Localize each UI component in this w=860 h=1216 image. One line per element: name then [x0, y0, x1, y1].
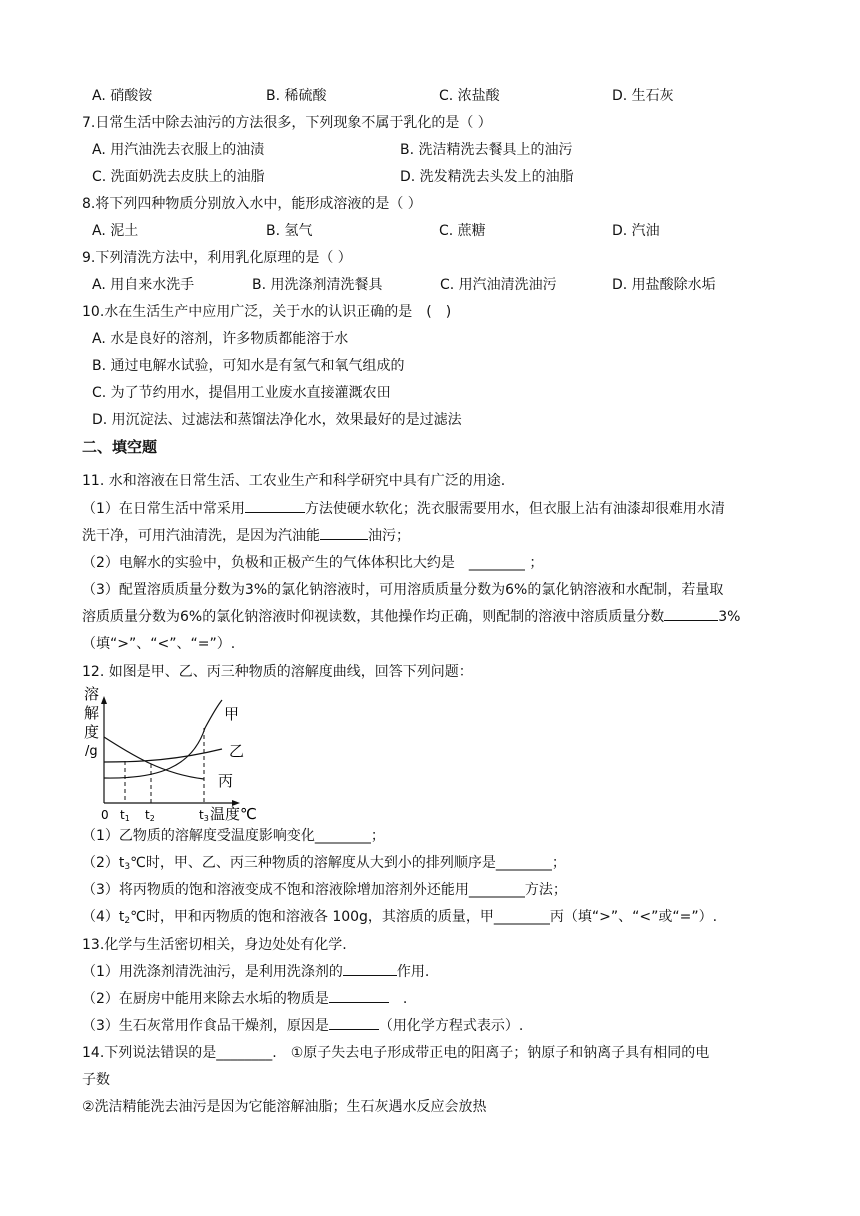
q14-line2: 子数 [82, 1072, 110, 1088]
q12-part2: $(2)t_3℃$时，甲、乙、丙三种物质的溶解度从大到小的排列顺序是________； [82, 855, 566, 872]
answer-blank[interactable] [664, 620, 718, 621]
q9-option-d: D. 用盐酸除水垢 [612, 277, 716, 293]
q13-part2: （2）在厨房中能用来除去水垢的物质是 . [82, 991, 408, 1007]
solubility-curve-chart [82, 683, 282, 825]
answer-blank[interactable] [329, 1002, 389, 1003]
q8-stem: 8.将下列四种物质分别放入水中，能形成溶液的是（ ） [82, 196, 422, 212]
statement-1-marker: ① [290, 1045, 304, 1061]
tick-label-t3: t3 [199, 808, 209, 823]
legend-jia: 甲 [224, 705, 240, 723]
q9-option-b: B. 用洗涤剂清洗餐具 [252, 277, 383, 293]
q7-option-a: A. 用汽油洗去衣服上的油渍 [92, 142, 265, 158]
q11-part3-line3: （填“>”、“<”、“=”）. [82, 636, 236, 652]
q11-part1-line2: 洗干净，可用汽油清洗，是因为汽油能 油污； [82, 528, 410, 544]
tick-label-t1: t1 [120, 808, 130, 823]
answer-blank[interactable] [320, 539, 368, 540]
q9-option-a: A. 用自来水洗手 [92, 277, 195, 293]
q10-option-c: C. 为了节约用水，提倡用工业废水直接灌溉农田 [92, 385, 391, 401]
q7-stem: 7.日常生活中除去油污的方法很多，下列现象不属于乳化的是（ ） [82, 115, 492, 131]
q10-option-b: B. 通过电解水试验，可知水是有氢气和氧气组成的 [92, 358, 405, 374]
q10-option-a: A. 水是良好的溶剂，许多物质都能溶于水 [92, 331, 349, 347]
y-label-char: 度 [84, 723, 100, 741]
tick-label-0: 0 [101, 808, 109, 822]
q11-part1-line1: （1）在日常生活中常采用 方法使硬水软化；洗衣服需要用水，但衣服上沾有油漆却很难用水清 [82, 501, 725, 517]
q11-part3-line1: （3）配置溶质质量分数为3%的氯化钠溶液时，可用溶质质量分数为6%的氯化钠溶液和水配制，若量取 [82, 582, 724, 598]
answer-blank[interactable]: ________ ； [468, 555, 544, 571]
y-label-char: 溶 [84, 685, 100, 703]
tick-label-t2: t2 [145, 808, 155, 823]
x-axis-label: 温度℃ [210, 805, 257, 823]
q14-line1: 14.下列说法错误的是________. ①原子失去电子形成带正电的阳离子；钠原子和钠离子具有相同的电 [82, 1045, 710, 1061]
q12-part4: $(4)t_2℃$时，甲和丙物质的饱和溶液各 100g，其溶质的质量，甲________丙（填“>”、“<”或“=”）. [82, 909, 718, 926]
q6-option-d: D. 生石灰 [612, 88, 674, 104]
q8-option-d: D. 汽油 [612, 223, 660, 239]
y-label-unit: /g [85, 744, 98, 759]
statement-2-marker: ② [82, 1099, 95, 1115]
y-label-char: 解 [84, 704, 100, 722]
q9-option-c: C. 用汽油清洗油污 [440, 277, 557, 293]
q8-option-a: A. 泥土 [92, 223, 139, 239]
q6-option-c: C. 浓盐酸 [439, 88, 500, 104]
q6-option-a: A. 硝酸铵 [92, 88, 153, 104]
q14-line3: ②洗洁精能洗去油污是因为它能溶解油脂；生石灰遇水反应会放热 [82, 1099, 487, 1115]
legend-bing: 丙 [218, 772, 234, 790]
q13-part1: （1）用洗涤剂清洗油污，是利用洗涤剂的 作用. [82, 964, 430, 980]
q9-stem: 9.下列清洗方法中，利用乳化原理的是（ ） [82, 250, 352, 266]
q8-option-c: C. 蔗糖 [439, 223, 486, 239]
q7-option-d: D. 洗发精洗去头发上的油脂 [400, 169, 574, 185]
q11-part2: （2）电解水的实验中，负极和正极产生的气体体积比大约是 ________ ； [82, 555, 544, 571]
answer-blank[interactable] [329, 1029, 379, 1030]
q7-option-b: B. 洗洁精洗去餐具上的油污 [400, 142, 573, 158]
q12-stem: 12. 如图是甲、乙、丙三种物质的溶解度曲线，回答下列问题： [82, 664, 473, 680]
series-bing-curve [104, 737, 204, 779]
q11-stem: 11. 水和溶液在日常生活、工农业生产和科学研究中具有广泛的用途. [82, 473, 506, 489]
q11-part3-line2: 溶质质量分数为6%的氯化钠溶液时仰视读数，其他操作均正确，则配制的溶液中溶质质量分数 3% [82, 609, 741, 625]
answer-blank[interactable] [343, 975, 397, 976]
q7-option-c: C. 洗面奶洗去皮肤上的油脂 [92, 169, 265, 185]
q12-part1: （1）乙物质的溶解度受温度影响变化________； [82, 828, 385, 844]
q10-stem: 10.水在生活生产中应用广泛，关于水的认识正确的是 ( ) [82, 304, 452, 320]
chart-plot [84, 685, 257, 823]
y-axis-arrow [101, 696, 107, 704]
q12-part3: （3）将丙物质的饱和溶液变成不饱和溶液除增加溶剂外还能用________方法； [82, 882, 567, 898]
q13-part3: （3）生石灰常用作食品干燥剂，原因是 （用化学方程式表示）. [82, 1018, 524, 1034]
q13-stem: 13.化学与生活密切相关，身边处处有化学. [82, 937, 347, 953]
q6-option-b: B. 稀硫酸 [266, 88, 327, 104]
answer-blank[interactable] [245, 512, 305, 513]
q8-option-b: B. 氢气 [266, 223, 313, 239]
q10-option-d: D. 用沉淀法、过滤法和蒸馏法净化水，效果最好的是过滤法 [92, 412, 462, 428]
legend-yi: 乙 [229, 742, 245, 760]
section-heading: 二、填空题 [82, 438, 158, 456]
